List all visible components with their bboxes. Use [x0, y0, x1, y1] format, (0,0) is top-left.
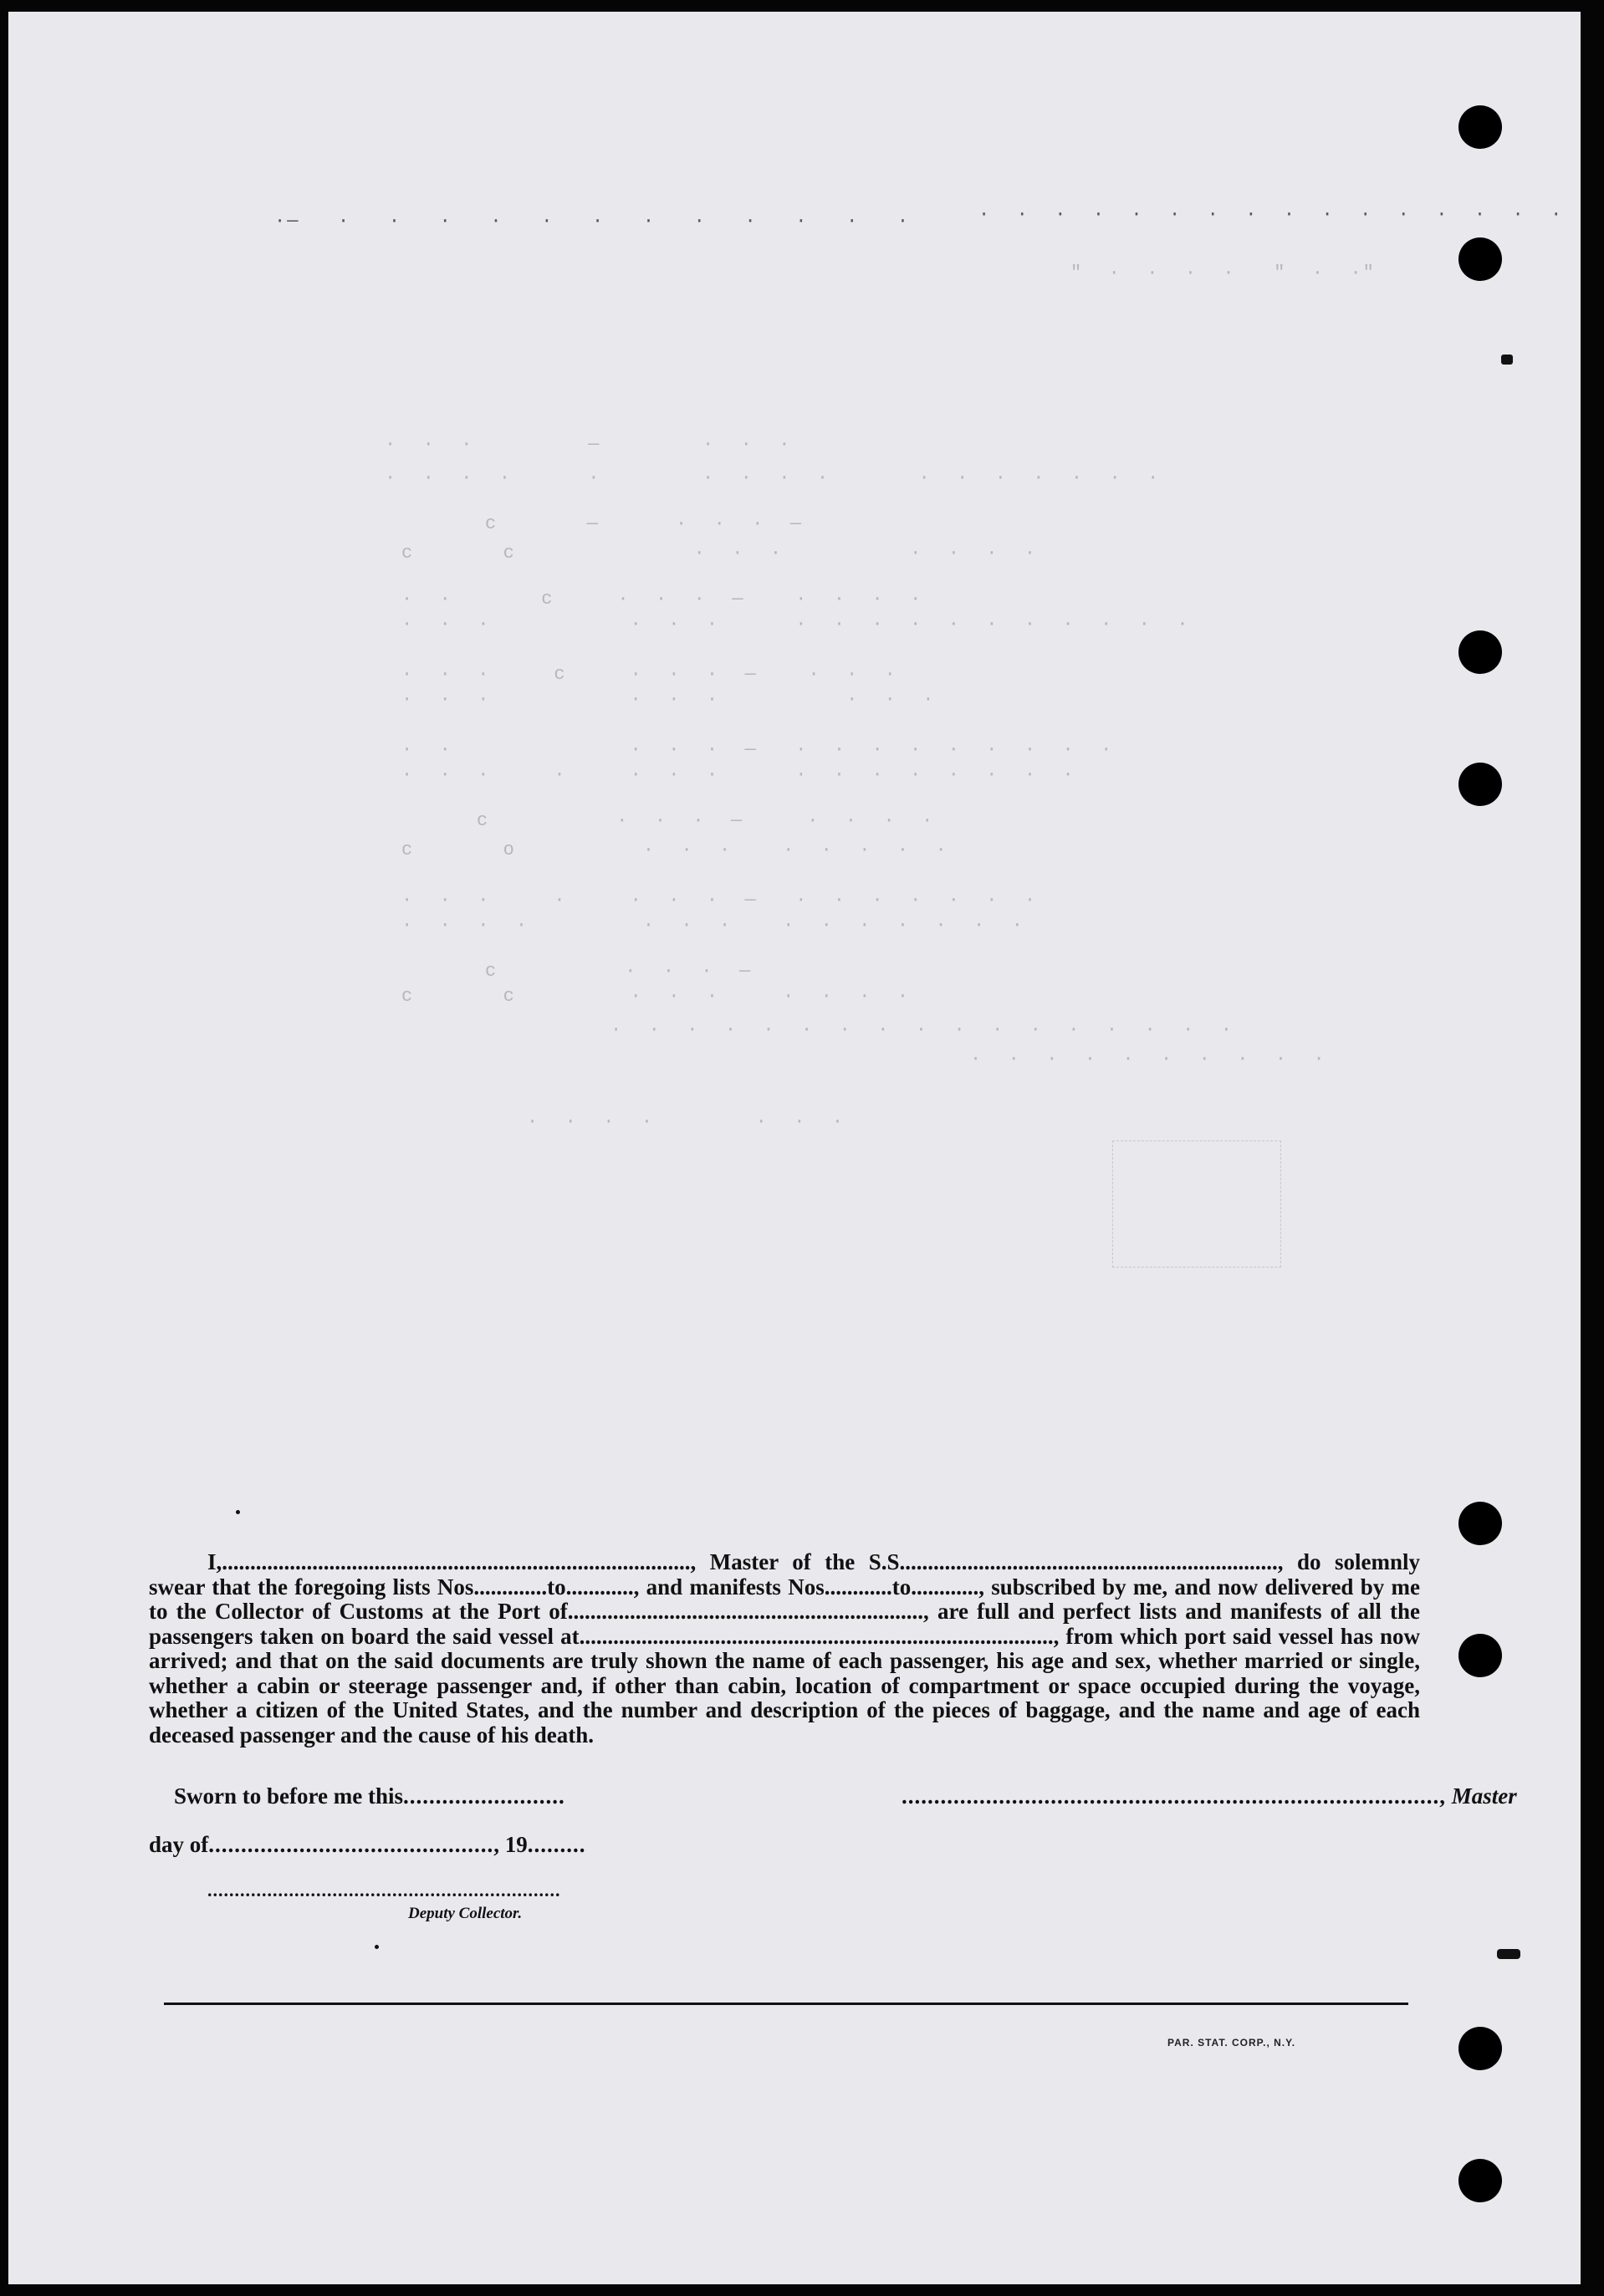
sworn-line — [174, 1783, 565, 1809]
deputy-signature-line — [207, 1880, 561, 1901]
ink-speck — [236, 1510, 240, 1514]
master-dots: ..................................................................................., — [902, 1783, 1446, 1809]
horizontal-rule — [164, 2003, 1408, 2005]
oath-paragraph: I,..................................................................................., Master of the S.S..................................................................., do solemnly swear that the foregoing lists Nos.............to............, and manifests Nos............to............, subscribed by me, and now delivered by me to the Collector of Customs at the Port of..............................................................., are full and perfect lists and manifests of all the passengers taken on board the said vessel at...................................................................................., from which port said vessel has now arrived; and that on the said documents are truly shown the name of each passenger, his age and sex, whether married or single, whether a cabin or steerage passenger and, if other than cabin, location of compartment or space occupied during the voyage, whether a citizen of the United States, and the number and description of the pieces of baggage, and the name and age of each deceased passenger and the cause of his death. — [149, 1549, 1420, 1748]
day-line — [149, 1832, 586, 1858]
binder-hole-icon — [1458, 1502, 1502, 1545]
day-dots: ............................................ — [208, 1832, 494, 1857]
deputy-collector-label: Deputy Collector. — [408, 1905, 523, 1922]
year-text: , 19 — [493, 1832, 528, 1857]
deputy-dots: ................................................................. — [207, 1880, 561, 1901]
binder-hole-icon — [1458, 1634, 1502, 1677]
day-text: day of — [149, 1832, 209, 1857]
binder-hole-icon — [1458, 763, 1502, 806]
binder-hole-icon — [1458, 2027, 1502, 2070]
binder-hole-icon — [1458, 237, 1502, 281]
printer-imprint: PAR. STAT. CORP., N.Y. — [1167, 2037, 1296, 2049]
ink-speck — [1497, 1949, 1520, 1959]
year-dots: ......... — [527, 1832, 586, 1857]
binder-hole-icon — [1458, 105, 1502, 149]
ink-speck — [1501, 355, 1513, 365]
manifest-page: ·— · · · · · · · · · · · · · · · · · · · · · · · · · · · · " · · · · " · ·" · · · — · · · · · · · · · · · · · · · · · · · c — · · · — c c · · · · · · · · · c · · · — · · · · · · · · · · · · · · · · · · · · · · · · c · · · — · · · · · · · · · · · · · · · · · — · · · · · · · · · · · · · · · · · · · · · · · · c · · · — · · · · c o · · · · · · · · · · · · · · · — · · · · · · · · · · · · · · · · · · · · · c · · · — c c · · · · · · · · · · · · · · · · · · · · · · · · · · · · · · · · · · · · · · · · · I,..................................................................................., Master of the S.S..................................................................., do solemnly swear that the foregoing lists Nos.............to............, and manifests Nos............to............, subscribed by me, and now delivered by me to the Collector of Customs at the Port of..............................................................., are full and perfect lists and manifests of all the passengers taken on board the said vessel at...................................................................................., from which port said vessel has now arrived; and that on the said documents are truly shown the name of each passenger, his age and sex, whether married or single, whether a cabin or steerage passenger and, if other than cabin, location of compartment or space occupied during the voyage, whether a citizen of the United States, and the number and description of the pieces of baggage, and the name and age of each deceased passenger and the cause of his death. Sworn to before me this......................... ..................................................................................., Master day of............................................, 19......... ................................................................. Deputy Collector. PAR. STAT. CORP., N.Y. — [8, 12, 1581, 2284]
sworn-dots: ......................... — [402, 1783, 565, 1809]
sworn-text: Sworn to before me this — [174, 1783, 403, 1809]
master-label: Master — [1451, 1783, 1517, 1809]
master-signature-line — [902, 1783, 1517, 1809]
binder-hole-icon — [1458, 630, 1502, 674]
binder-hole-icon — [1458, 2159, 1502, 2202]
ink-speck — [375, 1945, 379, 1949]
